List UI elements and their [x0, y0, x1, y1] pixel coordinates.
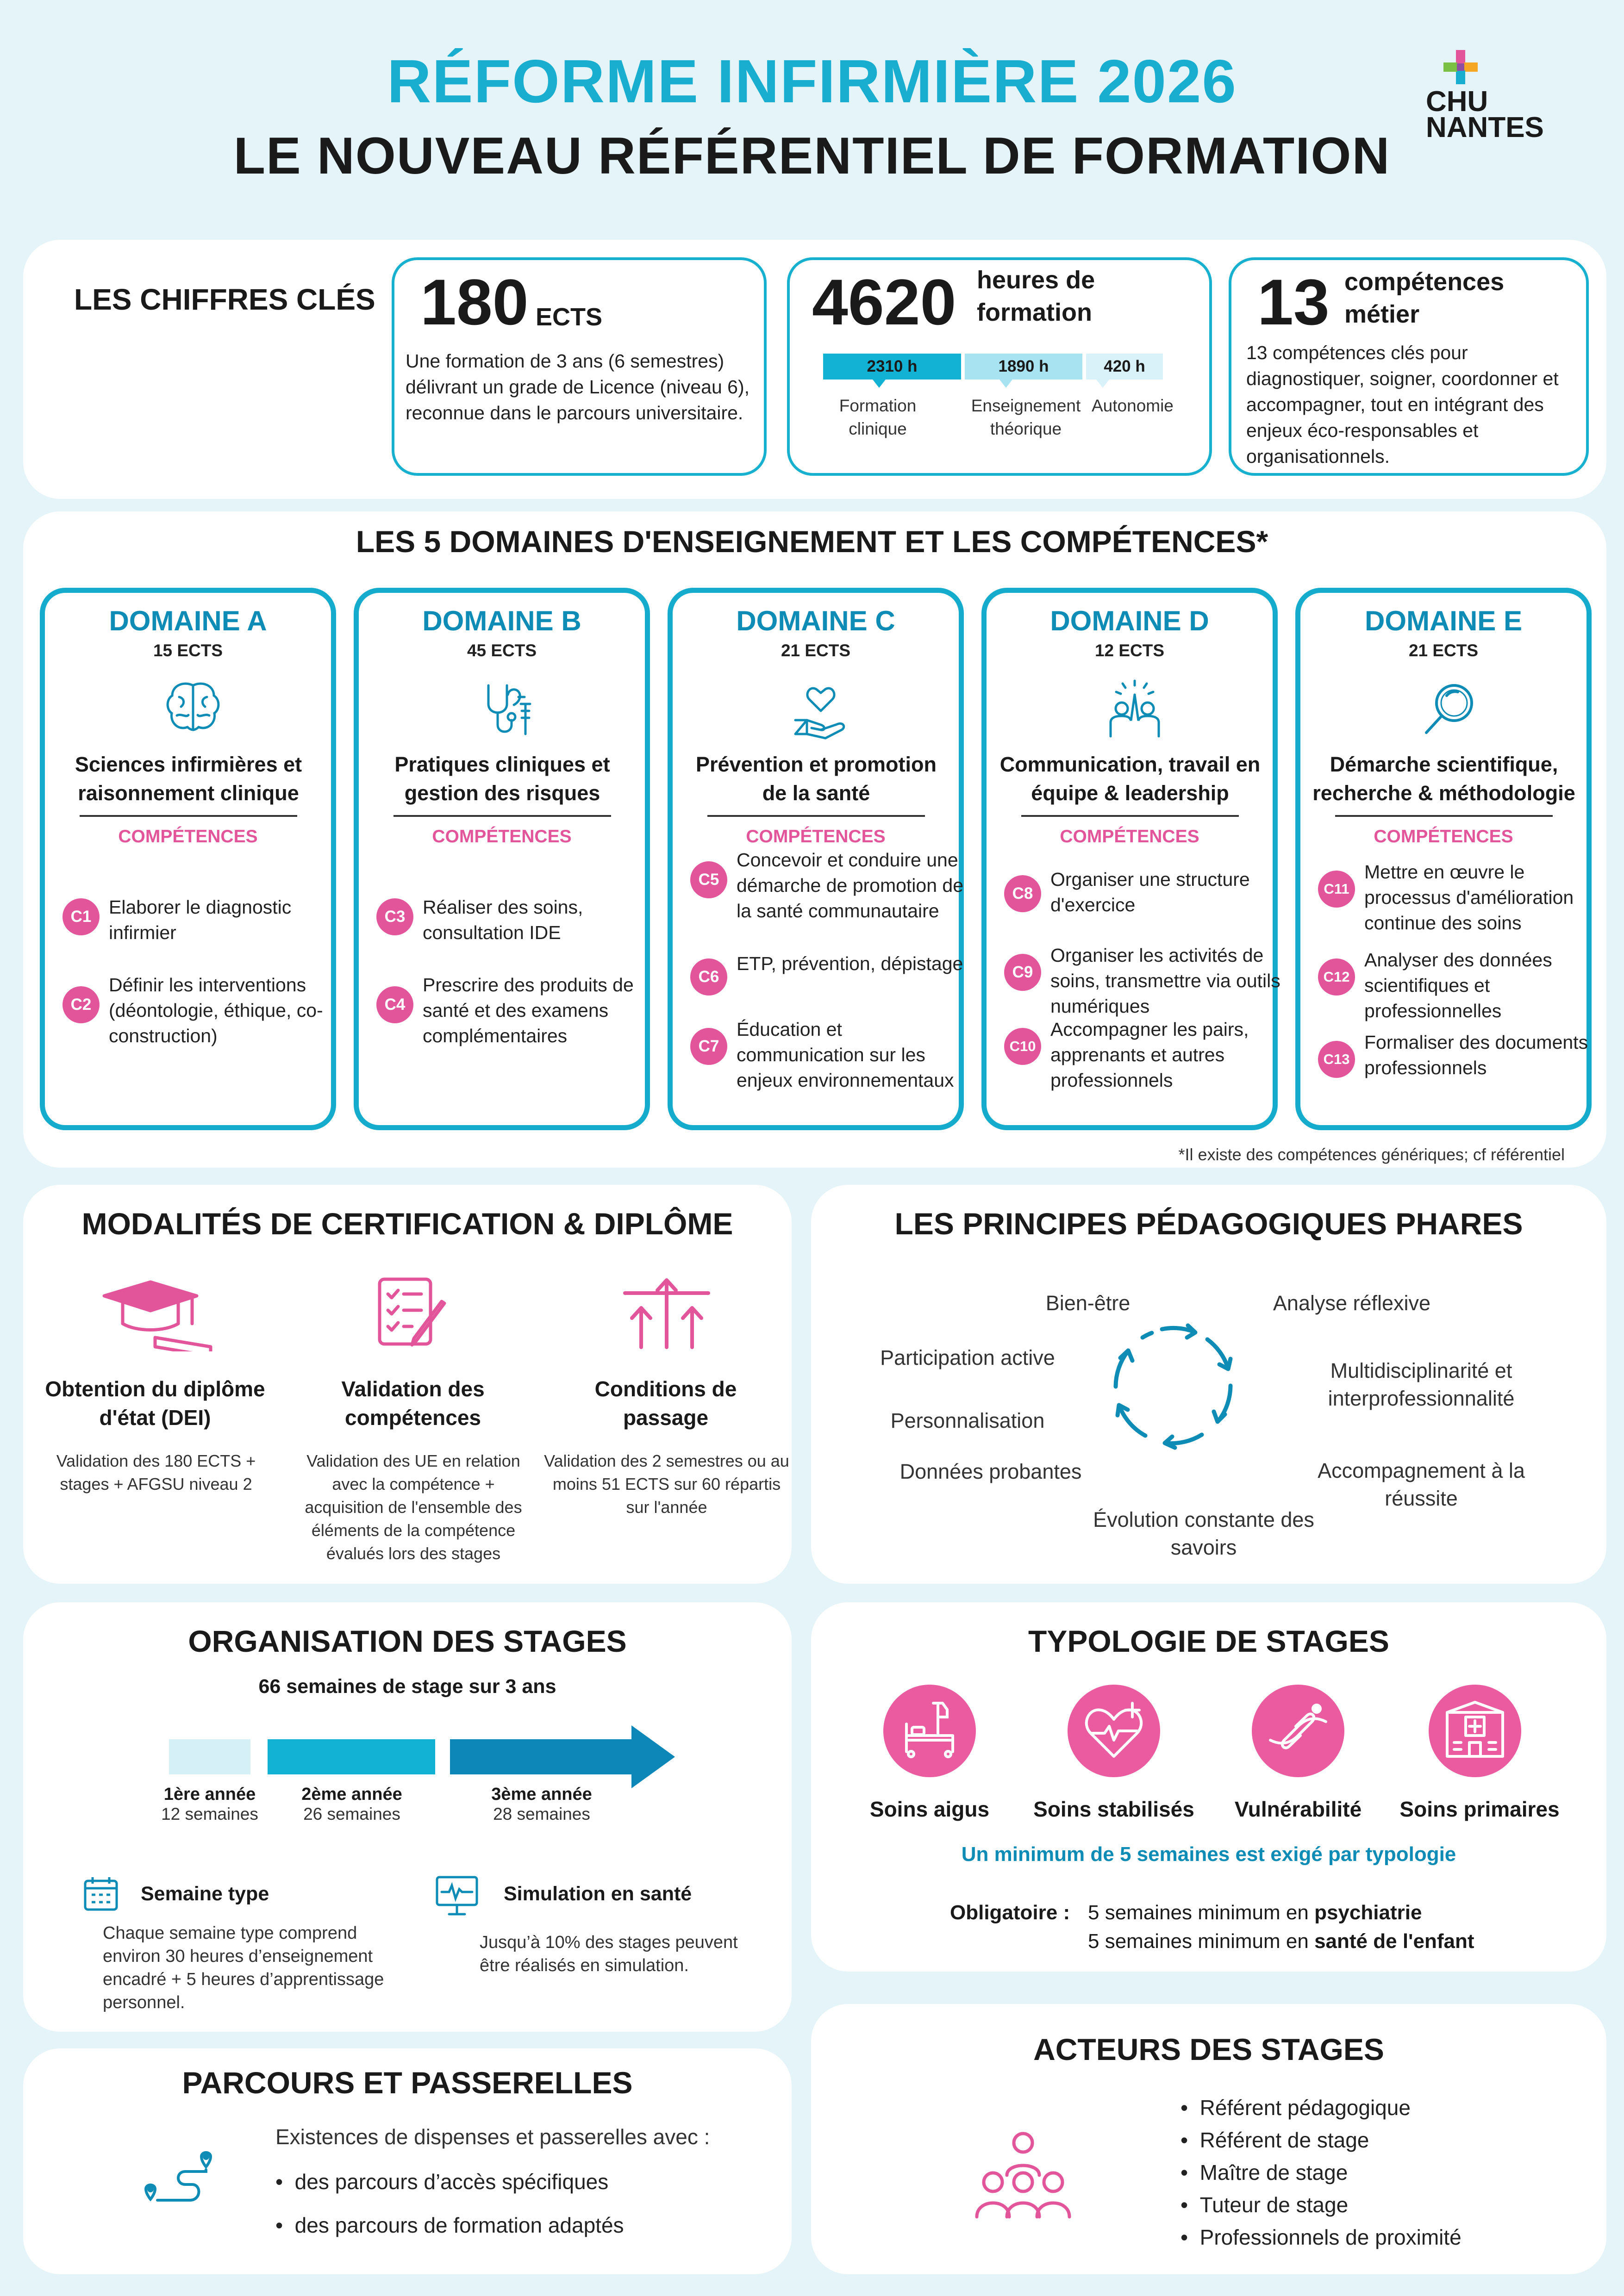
- competences-label: COMPÉTENCES: [1060, 827, 1199, 846]
- principle-item: Données probantes: [899, 1460, 1082, 1483]
- competences-description: 13 compétences clés pour diagnostiquer, soigner, coordonner et accompagner, tout en intégrant des enjeux éco-responsables et organisationnels.: [1246, 342, 1559, 467]
- domain-card-d: [981, 588, 1278, 1130]
- hours-bar-pointer: [1096, 380, 1109, 388]
- stage-types-heading: TYPOLOGIE DE STAGES: [1028, 1624, 1389, 1658]
- competence-text: Elaborer le diagnostic infirmier: [109, 896, 292, 943]
- competence-badge: C3: [376, 898, 413, 935]
- domain-name: Démarche scientifique, recherche & méthodologie: [1312, 753, 1575, 805]
- cycle-arrows-icon: [1106, 1319, 1241, 1453]
- stage-type-label: Soins stabilisés: [1033, 1797, 1194, 1821]
- principle-item: Analyse réflexive: [1273, 1291, 1431, 1315]
- year-bar-1: [169, 1739, 250, 1774]
- route-pin-icon: [139, 2143, 218, 2208]
- domain-title: DOMAINE A: [109, 605, 267, 636]
- cert-item-title: Validation des compétences: [341, 1377, 485, 1430]
- graduation-cap-icon: [100, 1277, 220, 1351]
- heart-monitor-icon: [1068, 1685, 1160, 1777]
- competence-badge: C2: [62, 986, 100, 1023]
- principle-item: Accompagnement à la réussite: [1318, 1459, 1525, 1510]
- principle-item: Bien-être: [1045, 1291, 1131, 1315]
- competence-item: [690, 1019, 959, 1097]
- competence-badge: C10: [1004, 1028, 1041, 1065]
- actor-item: [1181, 2126, 1369, 2154]
- domains-heading: LES 5 DOMAINES D'ENSEIGNEMENT ET LES COMPÉTENCES*: [356, 524, 1268, 559]
- checklist-icon: [375, 1276, 449, 1350]
- stage-type-label: Vulnérabilité: [1234, 1797, 1362, 1821]
- year-weeks: 28 semaines: [493, 1804, 590, 1823]
- hours-label-clinical: Formation clinique: [839, 396, 917, 438]
- simulation-monitor-icon: [435, 1875, 479, 1917]
- cert-item-desc: Validation des 180 ECTS + stages + AFGSU niveau 2: [56, 1451, 256, 1493]
- domain-divider: [80, 815, 297, 817]
- calendar-icon: [82, 1875, 119, 1912]
- hours-bar-clinical: [823, 354, 961, 380]
- clinic-building-icon: [1429, 1685, 1521, 1777]
- actor-item-text: Référent de stage: [1199, 2128, 1369, 2152]
- ects-number: 180: [420, 266, 529, 338]
- year-label: 1ère année: [163, 1785, 256, 1804]
- hours-bar-theory-value: 1890 h: [998, 357, 1049, 375]
- principle-item: Multidisciplinarité et interprofessionnalité: [1328, 1359, 1515, 1410]
- competence-text: Réaliser des soins, consultation IDE: [423, 896, 583, 943]
- chu-nantes-logo: [1426, 50, 1544, 143]
- actors-heading: ACTEURS DES STAGES: [1033, 2032, 1384, 2066]
- pathways-heading: PARCOURS ET PASSERELLES: [182, 2066, 633, 2100]
- actor-item: [1181, 2223, 1462, 2251]
- domain-card-b: [354, 588, 650, 1130]
- competence-badge: C11: [1318, 871, 1355, 908]
- competence-badge: C1: [62, 898, 100, 935]
- hours-label-theory: Enseignement théorique: [971, 396, 1081, 438]
- stage-organisation-heading: ORGANISATION DES STAGES: [188, 1624, 627, 1658]
- competences-box: [1229, 257, 1589, 476]
- domain-ects: 21 ECTS: [1408, 641, 1479, 660]
- competence-item: [1318, 949, 1587, 1028]
- hours-bar-clinical-value: 2310 h: [867, 357, 918, 375]
- pathways-intro: Existences de dispenses et passerelles avec :: [275, 2125, 710, 2149]
- mandatory-prefix: 5 semaines minimum en: [1088, 1901, 1315, 1924]
- logo-cross-icon: [1443, 50, 1478, 84]
- certification-heading: MODALITÉS DE CERTIFICATION & DIPLÔME: [81, 1207, 733, 1241]
- domain-name: Sciences infirmières et raisonnement clinique: [75, 753, 302, 805]
- mandatory-bold: psychiatrie: [1314, 1901, 1422, 1924]
- ects-description: Une formation de 3 ans (6 semestres) délivrant un grade de Licence (niveau 6), reconnue dans le parcours universitaire.: [406, 350, 750, 423]
- hours-bar-autonomy-value: 420 h: [1104, 357, 1145, 375]
- stage-organisation-subtitle: 66 semaines de stage sur 3 ans: [258, 1675, 556, 1698]
- actor-item: [1181, 2094, 1411, 2122]
- competence-badge: C6: [690, 958, 727, 996]
- competence-item: [62, 974, 331, 1056]
- year-legend: [282, 1785, 421, 1824]
- hours-label-autonomy: Autonomie: [1092, 396, 1174, 415]
- competence-text: Prescrire des produits de santé et des examens complémentaires: [423, 974, 634, 1046]
- bullet: •: [1181, 2096, 1200, 2120]
- competence-item: [1318, 861, 1587, 940]
- mandatory-bold: santé de l'enfant: [1314, 1930, 1474, 1953]
- competence-text: Accompagner les pairs, apprenants et autres professionnels: [1050, 1019, 1249, 1091]
- stage-type-stabilised: [1068, 1685, 1160, 1777]
- stage-type-label: Soins primaires: [1399, 1797, 1560, 1821]
- competence-text: Mettre en œuvre le processus d'amélioration continue des soins: [1364, 861, 1574, 933]
- principle-item: Personnalisation: [890, 1409, 1045, 1432]
- year-bar-2: [268, 1739, 435, 1774]
- key-figures-card: [23, 240, 1606, 499]
- domain-card-c: [668, 588, 964, 1130]
- competences-number: 13: [1257, 266, 1330, 338]
- year-bar-3-arrow: [450, 1725, 675, 1788]
- mandatory-prefix: 5 semaines minimum en: [1088, 1930, 1315, 1953]
- domain-name: Prévention et promotion de la santé: [695, 753, 937, 805]
- competence-badge: C9: [1004, 954, 1041, 991]
- competence-badge: C7: [690, 1028, 727, 1065]
- competence-item: [376, 898, 645, 968]
- logo-text-nantes: NANTES: [1426, 112, 1544, 143]
- hours-bar-pointer: [873, 380, 886, 388]
- principles-heading: LES PRINCIPES PÉDAGOGIQUES PHARES: [894, 1207, 1523, 1241]
- stage-type-label: Soins aigus: [869, 1797, 990, 1821]
- cert-item-title: Obtention du diplôme d'état (DEI): [45, 1377, 265, 1430]
- bullet: •: [1181, 2193, 1200, 2217]
- principle-item: Évolution constante des savoirs: [1093, 1508, 1314, 1559]
- year-weeks: 12 semaines: [161, 1804, 258, 1823]
- hours-number: 4620: [812, 266, 956, 338]
- competence-badge: C8: [1004, 875, 1041, 912]
- principle-item: Participation active: [880, 1346, 1055, 1369]
- cert-item-desc: Validation des 2 semestres ou au moins 51 ECTS sur 60 répartis sur l'année: [544, 1451, 789, 1517]
- magnifier-icon: [1416, 676, 1481, 741]
- competence-item: [1004, 945, 1280, 1023]
- hours-bar-pointer: [999, 380, 1012, 388]
- year-label: 3ème année: [491, 1785, 592, 1804]
- bullet: •: [1181, 2160, 1200, 2184]
- mandatory-item: [1088, 1901, 1422, 1924]
- competences-unit: compétences métier: [1344, 268, 1505, 328]
- pathways-item: [275, 2211, 624, 2239]
- actor-item-text: Tuteur de stage: [1199, 2193, 1349, 2217]
- domains-footnote: *Il existe des compétences génériques; cf référentiel: [1178, 1145, 1565, 1164]
- competence-badge: C4: [376, 986, 413, 1023]
- actor-item-text: Référent pédagogique: [1199, 2096, 1411, 2120]
- domain-divider: [394, 815, 611, 817]
- heart-hand-icon: [788, 676, 853, 741]
- hospital-bed-icon: [883, 1685, 976, 1777]
- stethoscope-icon: [475, 676, 539, 741]
- stage-type-primary: [1429, 1685, 1521, 1777]
- mandatory-label: Obligatoire :: [950, 1901, 1070, 1924]
- domain-title: DOMAINE D: [1050, 605, 1209, 636]
- simulation-desc: Jusqu’à 10% des stages peuvent être réalisés en simulation.: [480, 1933, 738, 1975]
- domain-divider: [707, 815, 925, 817]
- team-high-five-icon: [1102, 676, 1167, 741]
- competences-label: COMPÉTENCES: [118, 827, 258, 846]
- competence-text: Définir les interventions (déontologie, éthique, co-construction): [109, 974, 323, 1046]
- year-legend: [140, 1785, 279, 1824]
- pathways-item-text: des parcours de formation adaptés: [294, 2213, 624, 2237]
- domain-card-a: [40, 588, 336, 1130]
- domain-ects: 45 ECTS: [467, 641, 537, 660]
- page-title: RÉFORME INFIRMIÈRE 2026: [387, 47, 1237, 115]
- stage-type-vulnerability: [1252, 1685, 1344, 1777]
- caring-hands-icon: [1252, 1685, 1344, 1777]
- domain-name: Pratiques cliniques et gestion des risques: [394, 753, 610, 805]
- brain-icon: [161, 676, 225, 741]
- simulation-title: Simulation en santé: [504, 1883, 692, 1905]
- cert-item-desc: Validation des UE en relation avec la compétence + acquisition de l'ensemble des éléments de la compétence évalués lors des stages: [305, 1451, 522, 1563]
- year-legend: [472, 1785, 611, 1824]
- domain-card-e: [1295, 588, 1592, 1130]
- pathways-item: [275, 2168, 608, 2196]
- competence-text: Organiser les activités de soins, transmettre via outils numériques: [1050, 945, 1280, 1017]
- competence-item: [1004, 1019, 1273, 1097]
- page-subtitle: LE NOUVEAU RÉFÉRENTIEL DE FORMATION: [233, 127, 1391, 185]
- competence-item: [1318, 1032, 1588, 1110]
- hours-box: [787, 257, 1212, 476]
- domain-title: DOMAINE C: [736, 605, 895, 636]
- hours-bar-autonomy: [1086, 354, 1163, 380]
- competence-badge: C12: [1318, 958, 1355, 996]
- competences-label: COMPÉTENCES: [432, 827, 572, 846]
- domain-title: DOMAINE E: [1364, 605, 1523, 636]
- domain-ects: 12 ECTS: [1094, 641, 1165, 660]
- competence-text: Analyser des données scientifiques et professionnelles: [1364, 949, 1552, 1021]
- competence-text: ETP, prévention, dépistage: [737, 953, 963, 974]
- ects-unit: ECTS: [536, 303, 603, 331]
- year-label: 2ème année: [301, 1785, 402, 1804]
- actor-item: [1181, 2159, 1348, 2186]
- competence-text: Formaliser des documents professionnels: [1364, 1032, 1588, 1078]
- key-figures-heading: LES CHIFFRES CLÉS: [74, 283, 375, 316]
- competence-item: [690, 849, 964, 931]
- bullet: •: [275, 2213, 295, 2237]
- actor-item-text: Maître de stage: [1199, 2160, 1348, 2184]
- stage-type-acute: [883, 1685, 976, 1777]
- group-people-icon: [965, 2129, 1081, 2221]
- competence-badge: C5: [690, 861, 727, 898]
- bullet: •: [1181, 2128, 1200, 2152]
- bullet: •: [275, 2170, 295, 2194]
- hours-unit: heures de formation: [977, 266, 1095, 326]
- competence-text: Concevoir et conduire une démarche de promotion de la santé communautaire: [737, 849, 964, 921]
- domain-title: DOMAINE B: [422, 605, 581, 636]
- domain-divider: [1335, 815, 1553, 817]
- competence-item: [376, 974, 645, 1056]
- logo-text-chu: CHU: [1426, 86, 1488, 118]
- arrows-up-icon: [620, 1276, 713, 1350]
- competence-item: [1004, 869, 1273, 945]
- pathways-item-text: des parcours d’accès spécifiques: [294, 2170, 609, 2194]
- bullet: •: [1181, 2225, 1200, 2249]
- domain-ects: 15 ECTS: [153, 641, 223, 660]
- actor-item: [1181, 2191, 1348, 2219]
- competences-label: COMPÉTENCES: [746, 827, 886, 846]
- competence-badge: C13: [1318, 1041, 1355, 1078]
- hours-bar-theory: [965, 354, 1082, 380]
- ects-box: [392, 257, 767, 476]
- competence-text: Organiser une structure d'exercice: [1050, 869, 1250, 915]
- domain-divider: [1021, 815, 1239, 817]
- competence-text: Éducation et communication sur les enjeux environnementaux: [737, 1019, 954, 1091]
- year-weeks: 26 semaines: [303, 1804, 400, 1823]
- stage-minimum-note: Un minimum de 5 semaines est exigé par typologie: [961, 1843, 1456, 1866]
- week-type-desc: Chaque semaine type comprend environ 30 heures d’enseignement encadré + 5 heures d’apprentissage personnel.: [103, 1923, 384, 2012]
- mandatory-item: [1088, 1930, 1474, 1953]
- domain-name: Communication, travail en équipe & leadership: [999, 753, 1261, 805]
- week-type-title: Semaine type: [141, 1883, 269, 1905]
- competence-item: [62, 898, 331, 968]
- cert-item-title: Conditions de passage: [594, 1377, 737, 1430]
- domain-ects: 21 ECTS: [781, 641, 851, 660]
- actor-item-text: Professionnels de proximité: [1199, 2225, 1462, 2249]
- competences-label: COMPÉTENCES: [1374, 827, 1513, 846]
